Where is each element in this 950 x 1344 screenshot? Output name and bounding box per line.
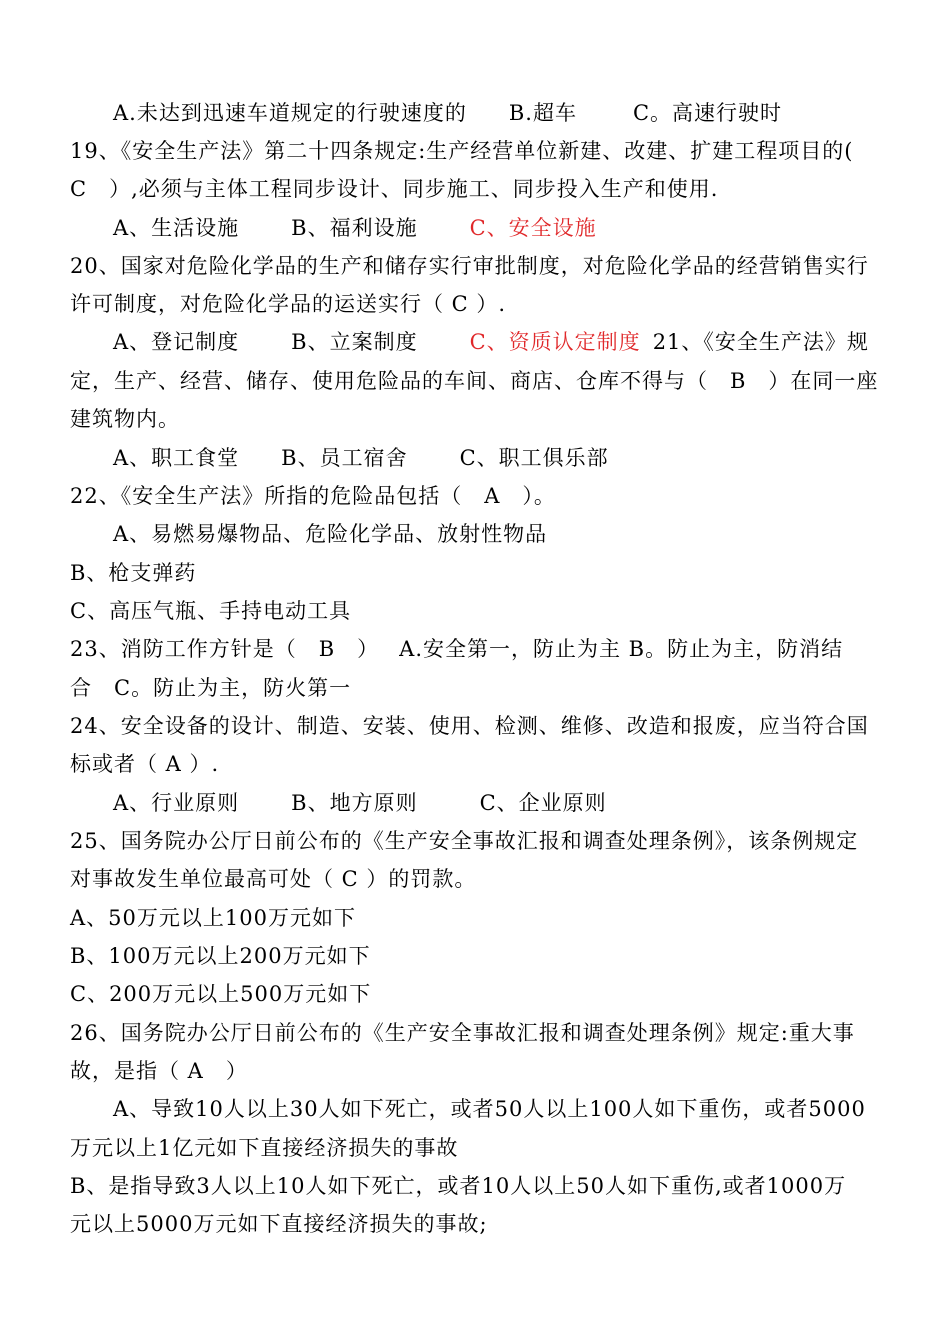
q23-text [70, 634, 843, 664]
option-a: A、职工食堂 [113, 446, 240, 470]
q25-option-b: B、100万元以上200万元如下 [70, 944, 371, 968]
q22-text: 22、《安全生产法》所指的危险品包括（ A ）。 [70, 484, 556, 508]
q18-options [113, 98, 782, 128]
q22-option-a: A、易燃易爆物品、危险化学品、放射性物品 [113, 522, 548, 546]
q21-text: 定，生产、经营、储存、使用危险品的车间、商店、仓库不得与（ B ）在同一座 [70, 369, 879, 393]
q22-option-b: B、枪支弹药 [70, 561, 197, 585]
q26-option-a: A、导致10人以上30人如下死亡，或者50人以上100人如下重伤，或者5000 [113, 1097, 866, 1121]
option-b: B、地方原则 [291, 791, 418, 815]
option-c: C、职工俱乐部 [459, 446, 609, 470]
q24-options [113, 788, 607, 818]
option-a: A、生活设施 [113, 216, 240, 240]
q23-question: 23、消防工作方针是（ B ） [70, 637, 380, 661]
q25-text-cont: 对事故发生单位最高可处（ C ）的罚款。 [70, 867, 477, 891]
option-a: A、登记制度 [113, 330, 240, 354]
q21-text-cont: 建筑物内。 [70, 407, 180, 431]
q19-text: 19、《安全生产法》第二十四条规定:生产经营单位新建、改建、扩建工程项目的( [70, 139, 854, 163]
q26-text-cont: 故，是指（ A ） [70, 1059, 248, 1083]
q20-options [113, 327, 869, 357]
option-b: B.超车 [508, 101, 577, 125]
q22-option-c: C、高压气瓶、手持电动工具 [70, 599, 352, 623]
q24-text-cont: 标或者（ A ）. [70, 752, 220, 776]
q19-text-cont: C ）,必须与主体工程同步设计、同步施工、同步投入生产和使用. [70, 177, 719, 201]
q26-option-a-cont: 万元以上1亿元如下直接经济损失的事故 [70, 1136, 459, 1160]
q19-options [113, 213, 597, 243]
q21-start: 21、《安全生产法》规 [652, 330, 869, 354]
q20-text: 20、国家对危险化学品的生产和储存实行审批制度，对危险化学品的经营销售实行 [70, 254, 869, 278]
option-c-answer: C、资质认定制度 [469, 330, 641, 354]
q23-options: A.安全第一，防止为主 B。防止为主，防消结 [399, 637, 844, 661]
q21-options [113, 443, 609, 473]
q25-option-a: A、50万元以上100万元如下 [70, 906, 356, 930]
option-c: C、企业原则 [479, 791, 607, 815]
q25-option-c: C、200万元以上500万元如下 [70, 982, 372, 1006]
q26-option-b: B、是指导致3人以上10人如下死亡，或者10人以上50人如下重伤,或者1000万 [70, 1174, 847, 1198]
q24-text: 24、安全设备的设计、制造、安装、使用、检测、维修、改造和报废，应当符合国 [70, 714, 869, 738]
option-c: C。高速行驶时 [632, 101, 783, 125]
option-c-answer: C、安全设施 [469, 216, 597, 240]
q25-text: 25、国务院办公厅日前公布的《生产安全事故汇报和调查处理条例》，该条例规定 [70, 829, 859, 853]
q26-text: 26、国务院办公厅日前公布的《生产安全事故汇报和调查处理条例》规定:重大事 [70, 1021, 855, 1045]
option-a: A、行业原则 [113, 791, 240, 815]
option-b: B、福利设施 [291, 216, 418, 240]
option-b: B、员工宿舍 [281, 446, 408, 470]
q26-option-b-cont: 元以上5000万元如下直接经济损失的事故; [70, 1212, 488, 1236]
option-b: B、立案制度 [291, 330, 418, 354]
option-a: A.未达到迅速车道规定的行驶速度的 [113, 101, 467, 125]
q20-text-cont: 许可制度，对危险化学品的运送实行（ C ）. [70, 292, 507, 316]
q23-text-cont: 合 C。防止为主，防火第一 [70, 676, 352, 700]
